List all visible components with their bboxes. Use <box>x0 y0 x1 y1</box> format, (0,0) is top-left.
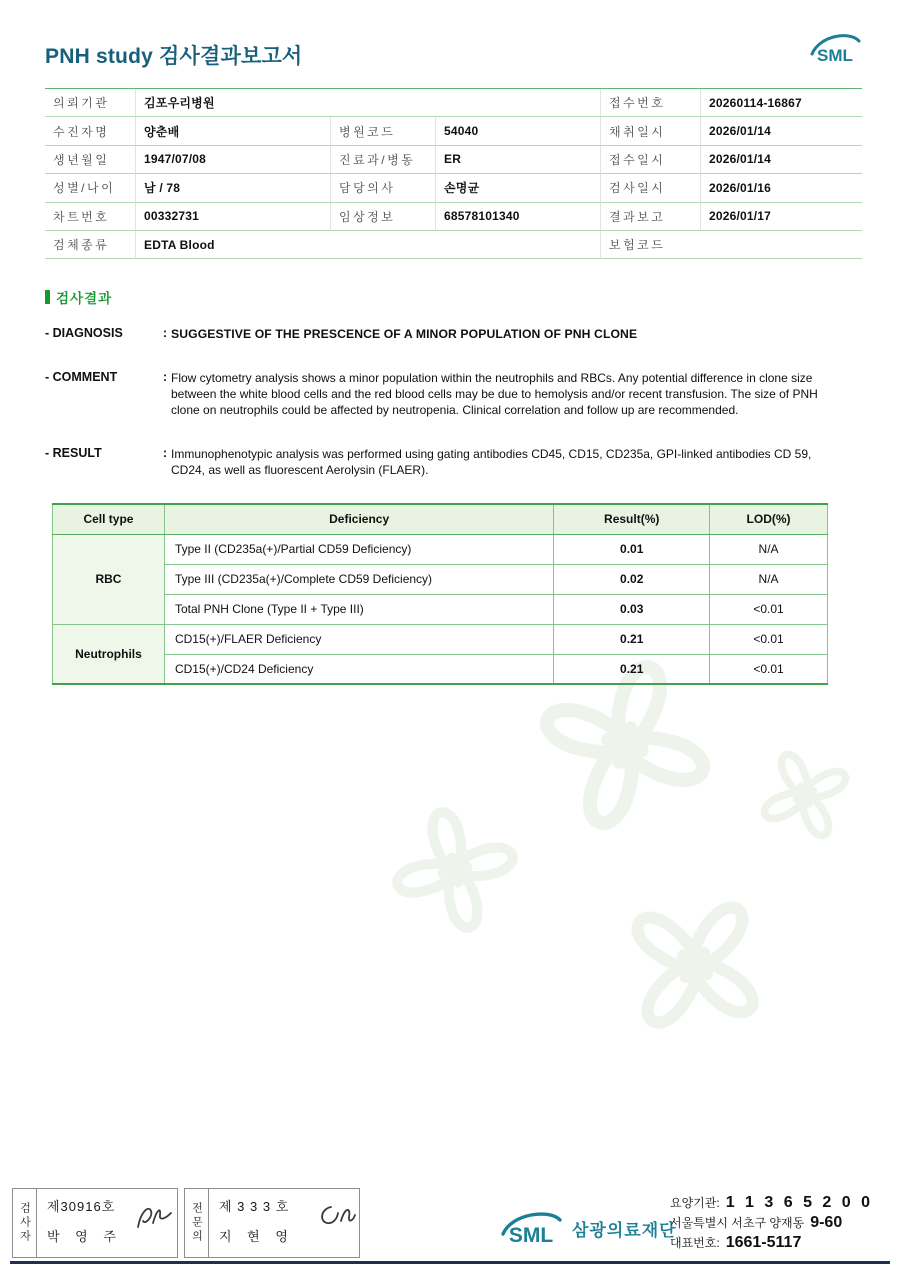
table-row <box>53 594 828 624</box>
footer-contact <box>670 1194 890 1254</box>
info-label <box>330 231 435 259</box>
info-value: 김포우리병원 <box>135 89 330 117</box>
col-header-deficiency: Deficiency <box>164 504 553 534</box>
info-value: 2026/01/14 <box>700 117 862 145</box>
lod-cell: N/A <box>710 564 828 594</box>
comment-label <box>45 370 167 384</box>
table-row <box>53 624 828 654</box>
diagnosis-text: SUGGESTIVE OF THE PRESCENCE OF A MINOR POPULATION OF PNH CLONE <box>171 327 638 341</box>
result-cell: 0.03 <box>554 594 710 624</box>
sml-footer-logo-icon <box>498 1206 564 1250</box>
sml-logo-icon <box>808 28 862 75</box>
info-label: 수진자명 <box>45 117 135 145</box>
footer-logo-text: SML <box>508 1224 554 1247</box>
info-value: 68578101340 <box>435 203 600 231</box>
result-text: Immunophenotypic analysis was performed using gating antibodies CD45, CD15, CD235a, GPI-linked antibodies CD 59, CD24, as well as fluorescent Aerolysin (FLAER). <box>171 447 812 477</box>
info-label: 차트번호 <box>45 203 135 231</box>
info-value: 2026/01/16 <box>700 174 862 202</box>
phone-number: 1661-5117 <box>725 1234 802 1251</box>
info-value <box>700 231 862 259</box>
info-value: 54040 <box>435 117 600 145</box>
examiner-signature-icon <box>135 1201 175 1235</box>
specialist-cert-no: 제 3 3 3 호 <box>219 1199 290 1214</box>
examiner-cert-no: 제30916호 <box>47 1199 116 1214</box>
info-label: 검체종류 <box>45 231 135 259</box>
info-value: 20260114-16867 <box>700 89 862 117</box>
col-header-result: Result(%) <box>554 504 710 534</box>
info-value: 2026/01/17 <box>700 203 862 231</box>
phone-line <box>670 1234 890 1252</box>
phone-label: 대표번호: <box>670 1236 720 1250</box>
info-label: 병원코드 <box>330 117 435 145</box>
info-value: 양춘배 <box>135 117 330 145</box>
info-label: 접수일시 <box>600 146 700 174</box>
page-title: PNH study 검사결과보고서 <box>45 45 303 68</box>
address-number: 9-60 <box>810 1214 843 1231</box>
info-label: 결과보고 <box>600 203 700 231</box>
table-row <box>53 534 828 564</box>
result-label <box>45 446 167 460</box>
care-institution-number: 1 1 3 6 5 2 0 0 <box>725 1194 874 1211</box>
section-title: 검사결과 <box>56 291 113 306</box>
info-label: 담당의사 <box>330 174 435 202</box>
info-label: 채취일시 <box>600 117 700 145</box>
examiner-stamp <box>12 1188 178 1258</box>
examiner-name: 박 영 주 <box>47 1229 122 1244</box>
info-label: 의뢰기관 <box>45 89 135 117</box>
table-row <box>53 654 828 684</box>
comment-label-text: - COMMENT <box>45 370 118 384</box>
logo-text: SML <box>817 46 853 65</box>
result-row <box>45 446 819 478</box>
info-label: 접수번호 <box>600 89 700 117</box>
address-line <box>670 1214 890 1232</box>
lod-cell: <0.01 <box>710 654 828 684</box>
col-header-cell-type: Cell type <box>53 504 165 534</box>
info-value: 남 / 78 <box>135 174 330 202</box>
section-marker-icon <box>45 290 50 304</box>
info-value: 2026/01/14 <box>700 146 862 174</box>
info-label: 성별/나이 <box>45 174 135 202</box>
specialist-stamp <box>184 1188 360 1258</box>
result-cell: 0.02 <box>554 564 710 594</box>
deficiency-cell: CD15(+)/CD24 Deficiency <box>164 654 553 684</box>
comment-row <box>45 370 819 418</box>
bottom-border <box>10 1261 890 1264</box>
result-cell: 0.21 <box>554 654 710 684</box>
cell-type-rbc: RBC <box>53 534 165 624</box>
result-cell: 0.01 <box>554 534 710 564</box>
deficiency-cell: Total PNH Clone (Type II + Type III) <box>164 594 553 624</box>
examiner-role-label: 검사자 <box>13 1189 37 1257</box>
info-label <box>330 89 435 117</box>
diagnosis-label-text: - DIAGNOSIS <box>45 326 123 340</box>
col-header-lod: LOD(%) <box>710 504 828 534</box>
signature-stamps <box>12 1188 360 1258</box>
deficiency-cell: CD15(+)/FLAER Deficiency <box>164 624 553 654</box>
results-table <box>52 503 828 685</box>
diagnosis-row <box>45 326 819 342</box>
diagnosis-colon: : <box>162 326 167 340</box>
deficiency-cell: Type II (CD235a(+)/Partial CD59 Deficiency) <box>164 534 553 564</box>
organization-name: 삼광의료재단 <box>572 1220 677 1240</box>
info-value: ER <box>435 146 600 174</box>
info-value <box>435 231 600 259</box>
lod-cell: <0.01 <box>710 594 828 624</box>
specialist-name: 지 현 영 <box>219 1229 294 1244</box>
patient-info-table <box>45 88 862 259</box>
info-value: EDTA Blood <box>135 231 330 259</box>
cell-type-neutrophils: Neutrophils <box>53 624 165 684</box>
info-value: 00332731 <box>135 203 330 231</box>
info-label: 생년월일 <box>45 146 135 174</box>
specialist-signature-icon <box>317 1201 357 1235</box>
info-label: 임상정보 <box>330 203 435 231</box>
diagnosis-label <box>45 326 167 340</box>
lod-cell: <0.01 <box>710 624 828 654</box>
comment-text: Flow cytometry analysis shows a minor population within the neutrophils and RBCs. Any potential difference in clone size between the white blood cells and the red blood cells may be due to hemolysis and/or recent transfusion. The size of PNH clone on neutrophils could be affected by neutropenia. Clinical correlation and follow up are recommended. <box>171 371 818 417</box>
lod-cell: N/A <box>710 534 828 564</box>
table-row <box>53 564 828 594</box>
care-institution-line <box>670 1194 890 1212</box>
info-label: 진료과/병동 <box>330 146 435 174</box>
section-header <box>45 287 112 307</box>
info-value: 1947/07/08 <box>135 146 330 174</box>
info-label: 보험코드 <box>600 231 700 259</box>
result-colon: : <box>162 446 167 460</box>
result-cell: 0.21 <box>554 624 710 654</box>
comment-colon: : <box>162 370 167 384</box>
info-label: 검사일시 <box>600 174 700 202</box>
care-institution-label: 요양기관: <box>670 1196 720 1210</box>
result-label-text: - RESULT <box>45 446 102 460</box>
footer-logo <box>498 1206 677 1250</box>
address-text: 서울특별시 서초구 양재동 <box>670 1216 805 1230</box>
specialist-role-label: 전문의 <box>185 1189 209 1257</box>
info-value <box>435 89 600 117</box>
results-header-row <box>53 504 828 534</box>
info-value: 손명균 <box>435 174 600 202</box>
deficiency-cell: Type III (CD235a(+)/Complete CD59 Deficiency) <box>164 564 553 594</box>
